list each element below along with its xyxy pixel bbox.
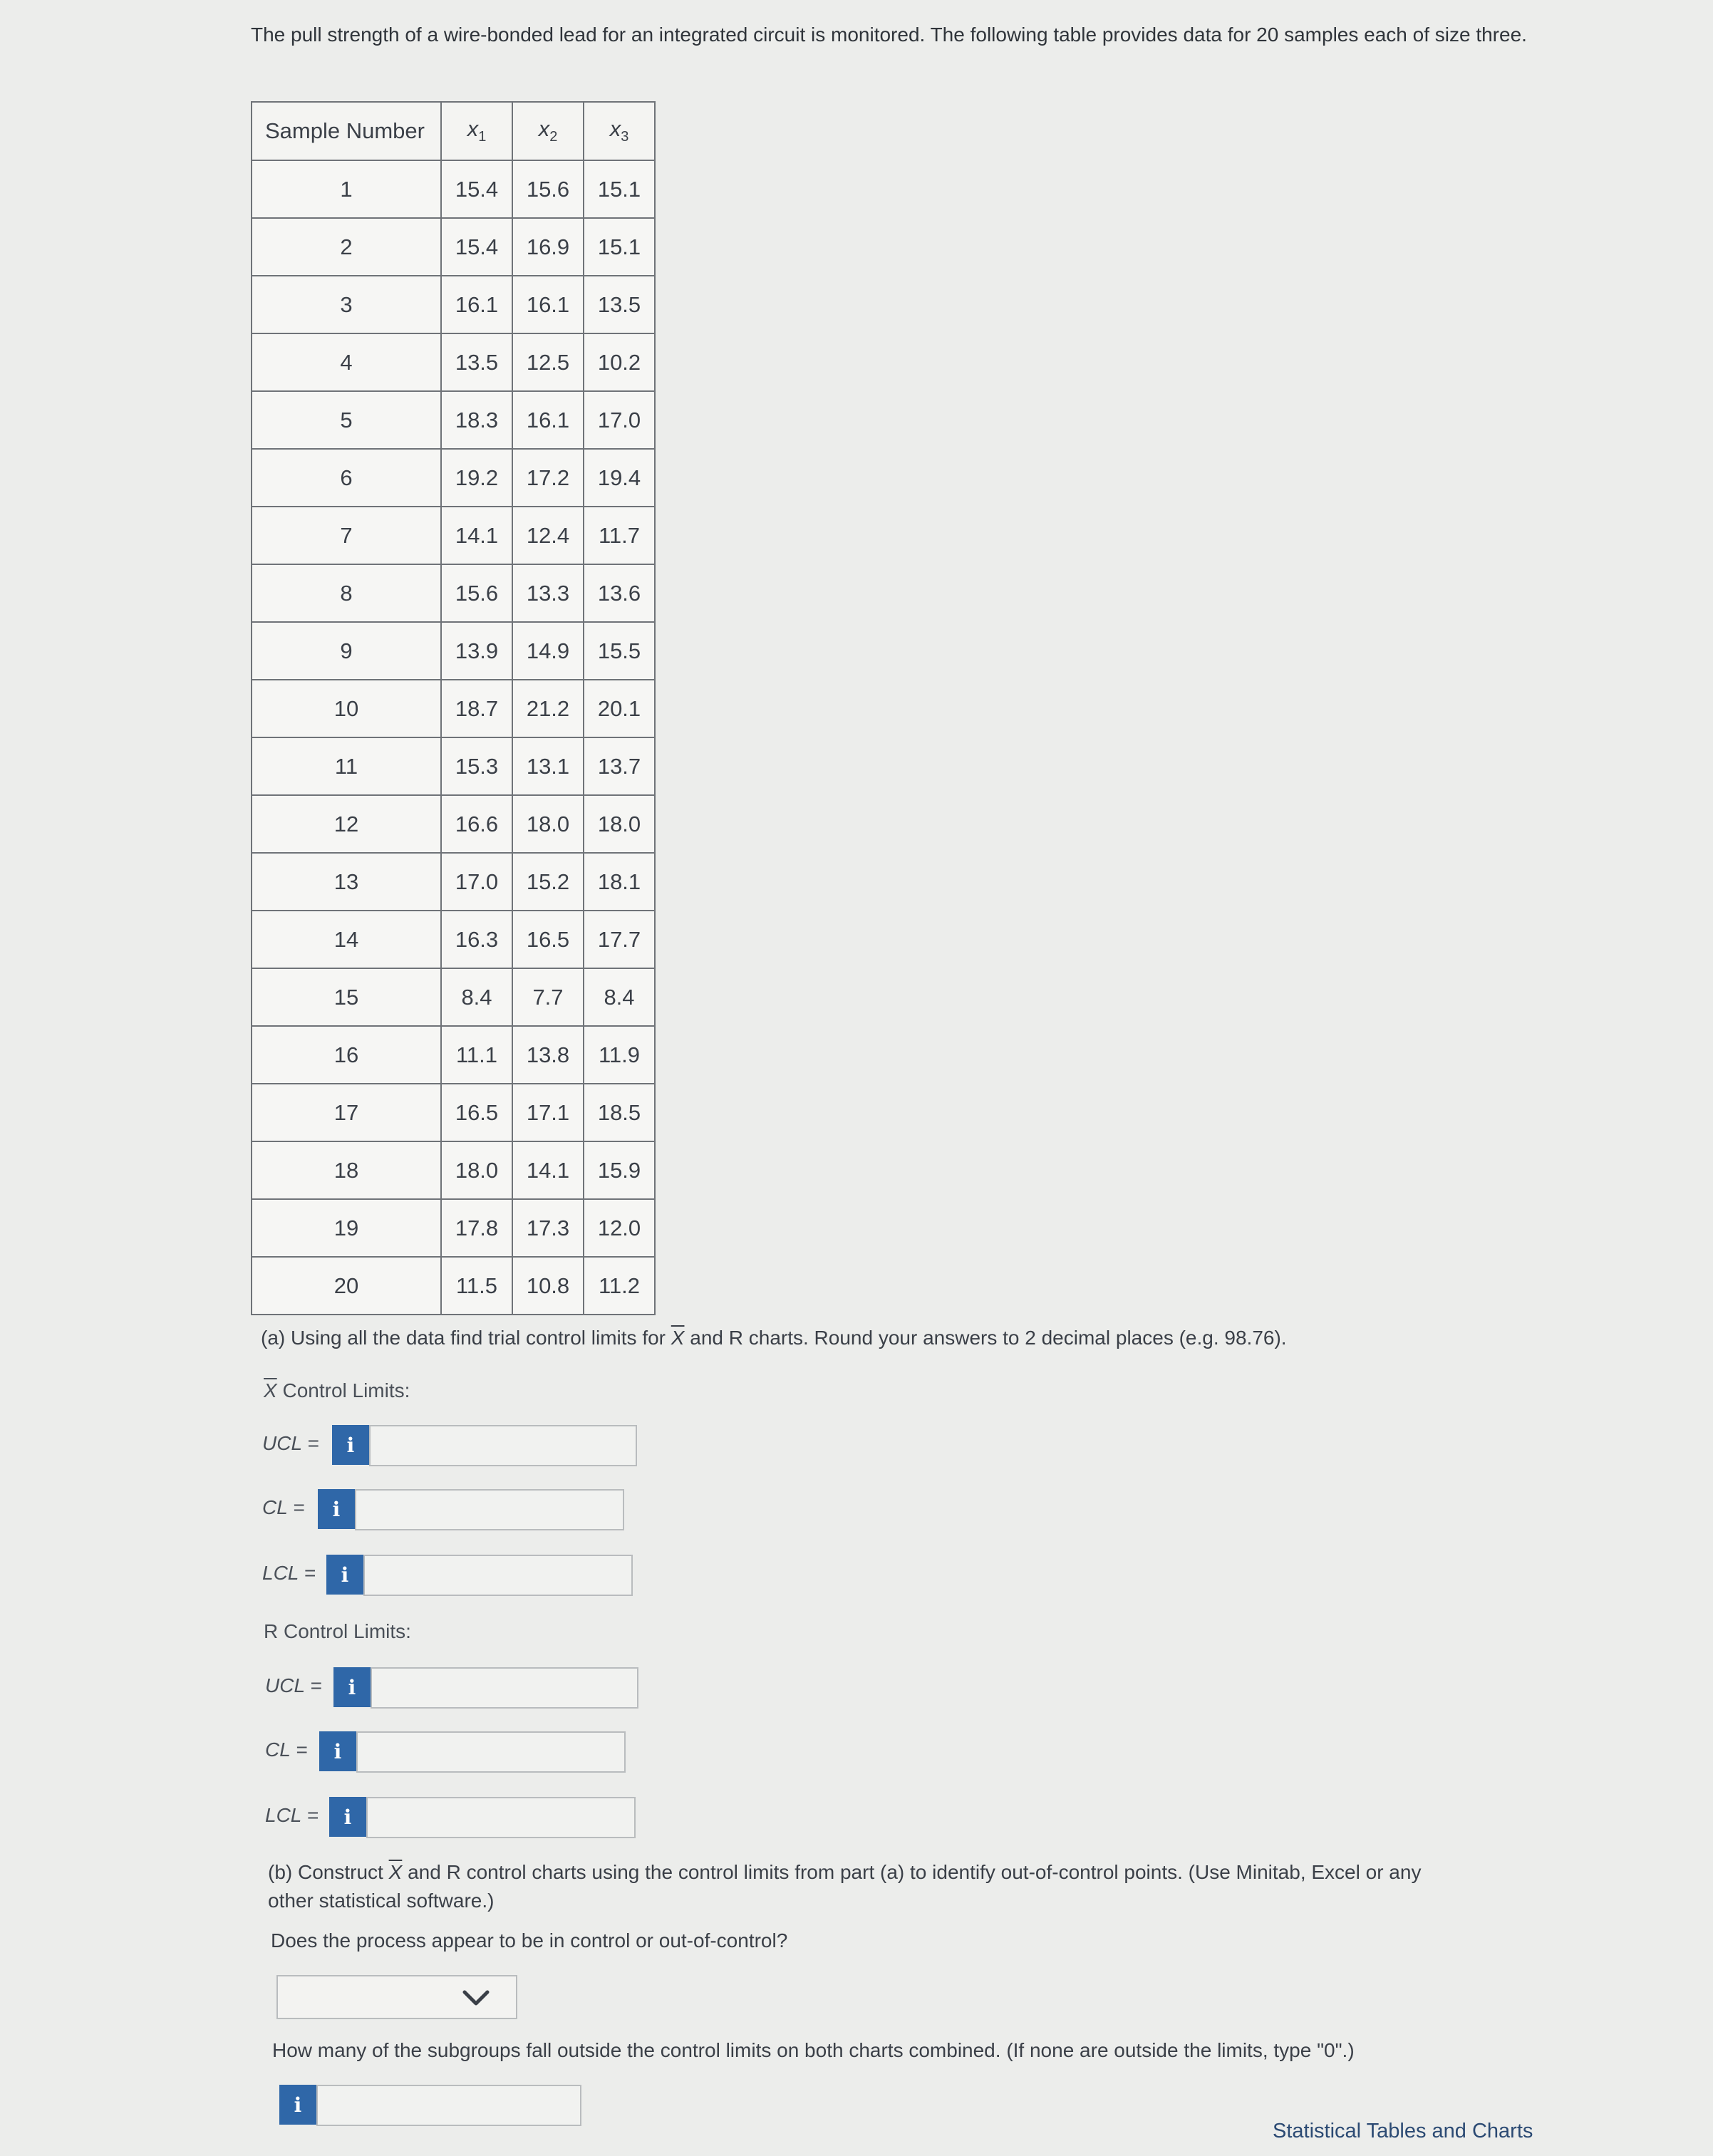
value-cell-x1: 19.2 (441, 449, 512, 507)
info-icon[interactable]: i (333, 1667, 371, 1707)
value-cell-x2: 10.8 (512, 1257, 584, 1315)
table-row (252, 1084, 655, 1141)
sample-number-cell: 9 (252, 622, 441, 680)
table-row (252, 1141, 655, 1199)
x-cl-label: CL = (262, 1496, 305, 1518)
value-cell-x1: 14.1 (441, 507, 512, 564)
r-lcl-label: LCL = (265, 1804, 319, 1826)
value-cell-x2: 13.8 (512, 1026, 584, 1084)
count-question: How many of the subgroups fall outside the control limits on both charts combined. (If none are outside the limits, type "0".) (272, 2039, 1355, 2061)
sample-number-cell: 16 (252, 1026, 441, 1084)
r-limits-heading: R Control Limits: (264, 1620, 411, 1642)
part-a-prompt: (a) Using all the data find trial control limits for $\overline{X}$ and R charts. Round your answers to 2 decimal places (e.g. 98.76). (261, 1327, 1287, 1349)
value-cell-x1: 18.0 (441, 1141, 512, 1199)
value-cell-x2: 16.1 (512, 391, 584, 449)
value-cell-x3: 10.2 (584, 333, 655, 391)
sample-number-cell: 19 (252, 1199, 441, 1257)
value-cell-x3: 15.1 (584, 160, 655, 218)
x-ucl-label: UCL = (262, 1432, 319, 1454)
value-cell-x2: 12.4 (512, 507, 584, 564)
xbar-limits-heading: $\overline{X}$ Control Limits: (264, 1379, 410, 1401)
x-ucl-input[interactable] (369, 1425, 637, 1466)
value-cell-x3: 13.7 (584, 737, 655, 795)
value-cell-x1: 8.4 (441, 968, 512, 1026)
sample-number-cell: 1 (252, 160, 441, 218)
value-cell-x1: 13.9 (441, 622, 512, 680)
value-cell-x1: 16.6 (441, 795, 512, 853)
value-cell-x2: 7.7 (512, 968, 584, 1026)
value-cell-x1: 11.5 (441, 1257, 512, 1315)
value-cell-x3: 19.4 (584, 449, 655, 507)
value-cell-x3: 12.0 (584, 1199, 655, 1257)
value-cell-x2: 13.3 (512, 564, 584, 622)
control-status-select[interactable] (276, 1975, 517, 2019)
value-cell-x1: 15.6 (441, 564, 512, 622)
table-row (252, 333, 655, 391)
info-icon[interactable]: i (332, 1425, 369, 1465)
value-cell-x1: 16.1 (441, 276, 512, 333)
sample-number-cell: 14 (252, 911, 441, 968)
value-cell-x3: 18.0 (584, 795, 655, 853)
value-cell-x3: 13.5 (584, 276, 655, 333)
sample-number-cell: 20 (252, 1257, 441, 1315)
sample-number-cell: 5 (252, 391, 441, 449)
value-cell-x2: 17.3 (512, 1199, 584, 1257)
statistical-tables-link[interactable]: Statistical Tables and Charts (1273, 2120, 1533, 2142)
value-cell-x3: 17.0 (584, 391, 655, 449)
in-control-question: Does the process appear to be in control or out-of-control? (271, 1929, 788, 1952)
table-row (252, 795, 655, 853)
info-icon[interactable]: i (319, 1731, 356, 1771)
value-cell-x2: 15.2 (512, 853, 584, 911)
value-cell-x2: 17.2 (512, 449, 584, 507)
sample-number-cell: 11 (252, 737, 441, 795)
value-cell-x3: 8.4 (584, 968, 655, 1026)
table-row (252, 737, 655, 795)
part-b-prompt: (b) Construct $\overline{X}$ and R control charts using the control limits from part (a) to identify out-of-control points. (Use Minitab, Excel or any other statistical software.) (268, 1861, 1422, 1912)
value-cell-x1: 16.3 (441, 911, 512, 968)
r-ucl-input[interactable] (371, 1667, 638, 1709)
value-cell-x2: 15.6 (512, 160, 584, 218)
sample-number-cell: 13 (252, 853, 441, 911)
value-cell-x2: 12.5 (512, 333, 584, 391)
value-cell-x3: 15.1 (584, 218, 655, 276)
info-icon[interactable]: i (318, 1489, 355, 1529)
table-row (252, 853, 655, 911)
table-row (252, 1026, 655, 1084)
table-header-row (252, 102, 655, 160)
sample-number-cell: 6 (252, 449, 441, 507)
value-cell-x3: 17.7 (584, 911, 655, 968)
info-icon[interactable]: i (329, 1797, 366, 1837)
value-cell-x3: 18.1 (584, 853, 655, 911)
value-cell-x2: 16.9 (512, 218, 584, 276)
value-cell-x1: 17.8 (441, 1199, 512, 1257)
table-row (252, 391, 655, 449)
value-cell-x3: 11.2 (584, 1257, 655, 1315)
value-cell-x3: 15.9 (584, 1141, 655, 1199)
table-row (252, 622, 655, 680)
count-input[interactable] (316, 2085, 581, 2126)
value-cell-x2: 16.5 (512, 911, 584, 968)
table-row (252, 680, 655, 737)
r-lcl-input[interactable] (366, 1797, 636, 1838)
sample-number-cell: 3 (252, 276, 441, 333)
table-row (252, 276, 655, 333)
sample-number-cell: 10 (252, 680, 441, 737)
table-row (252, 160, 655, 218)
table-row (252, 564, 655, 622)
table-row (252, 449, 655, 507)
data-table (251, 101, 656, 1315)
table-row (252, 911, 655, 968)
header-x1: $x_1$ (441, 102, 512, 160)
value-cell-x2: 14.1 (512, 1141, 584, 1199)
sample-number-cell: 17 (252, 1084, 441, 1141)
value-cell-x1: 15.4 (441, 218, 512, 276)
r-cl-label: CL = (265, 1738, 308, 1761)
value-cell-x1: 18.3 (441, 391, 512, 449)
table-row (252, 507, 655, 564)
value-cell-x1: 15.4 (441, 160, 512, 218)
value-cell-x1: 15.3 (441, 737, 512, 795)
value-cell-x2: 17.1 (512, 1084, 584, 1141)
header-x2: $x_2$ (512, 102, 584, 160)
x-lcl-label: LCL = (262, 1562, 316, 1584)
sample-number-cell: 4 (252, 333, 441, 391)
x-lcl-input[interactable] (363, 1555, 633, 1596)
table-row (252, 968, 655, 1026)
sample-number-cell: 12 (252, 795, 441, 853)
x-cl-input[interactable] (355, 1489, 624, 1530)
header-x3: $x_3$ (584, 102, 655, 160)
value-cell-x1: 17.0 (441, 853, 512, 911)
sample-number-cell: 18 (252, 1141, 441, 1199)
value-cell-x1: 11.1 (441, 1026, 512, 1084)
value-cell-x3: 11.7 (584, 507, 655, 564)
value-cell-x1: 18.7 (441, 680, 512, 737)
value-cell-x2: 18.0 (512, 795, 584, 853)
value-cell-x3: 20.1 (584, 680, 655, 737)
header-sample-number: Sample Number (252, 102, 441, 160)
info-icon[interactable]: i (326, 1555, 363, 1595)
value-cell-x3: 13.6 (584, 564, 655, 622)
sample-number-cell: 2 (252, 218, 441, 276)
sample-number-cell: 15 (252, 968, 441, 1026)
table-row (252, 1199, 655, 1257)
info-icon[interactable]: i (279, 2085, 316, 2125)
value-cell-x1: 13.5 (441, 333, 512, 391)
table-row (252, 1257, 655, 1315)
r-ucl-label: UCL = (265, 1674, 322, 1696)
sample-number-cell: 7 (252, 507, 441, 564)
r-cl-input[interactable] (356, 1731, 626, 1773)
value-cell-x3: 18.5 (584, 1084, 655, 1141)
problem-intro: The pull strength of a wire-bonded lead for an integrated circuit is monitored. The following table provides data for 20 samples each of size three. (251, 24, 1527, 46)
value-cell-x2: 14.9 (512, 622, 584, 680)
value-cell-x2: 13.1 (512, 737, 584, 795)
sample-number-cell: 8 (252, 564, 441, 622)
value-cell-x3: 15.5 (584, 622, 655, 680)
value-cell-x2: 21.2 (512, 680, 584, 737)
table-row (252, 218, 655, 276)
value-cell-x1: 16.5 (441, 1084, 512, 1141)
value-cell-x3: 11.9 (584, 1026, 655, 1084)
value-cell-x2: 16.1 (512, 276, 584, 333)
chevron-down-icon (460, 1984, 492, 2012)
